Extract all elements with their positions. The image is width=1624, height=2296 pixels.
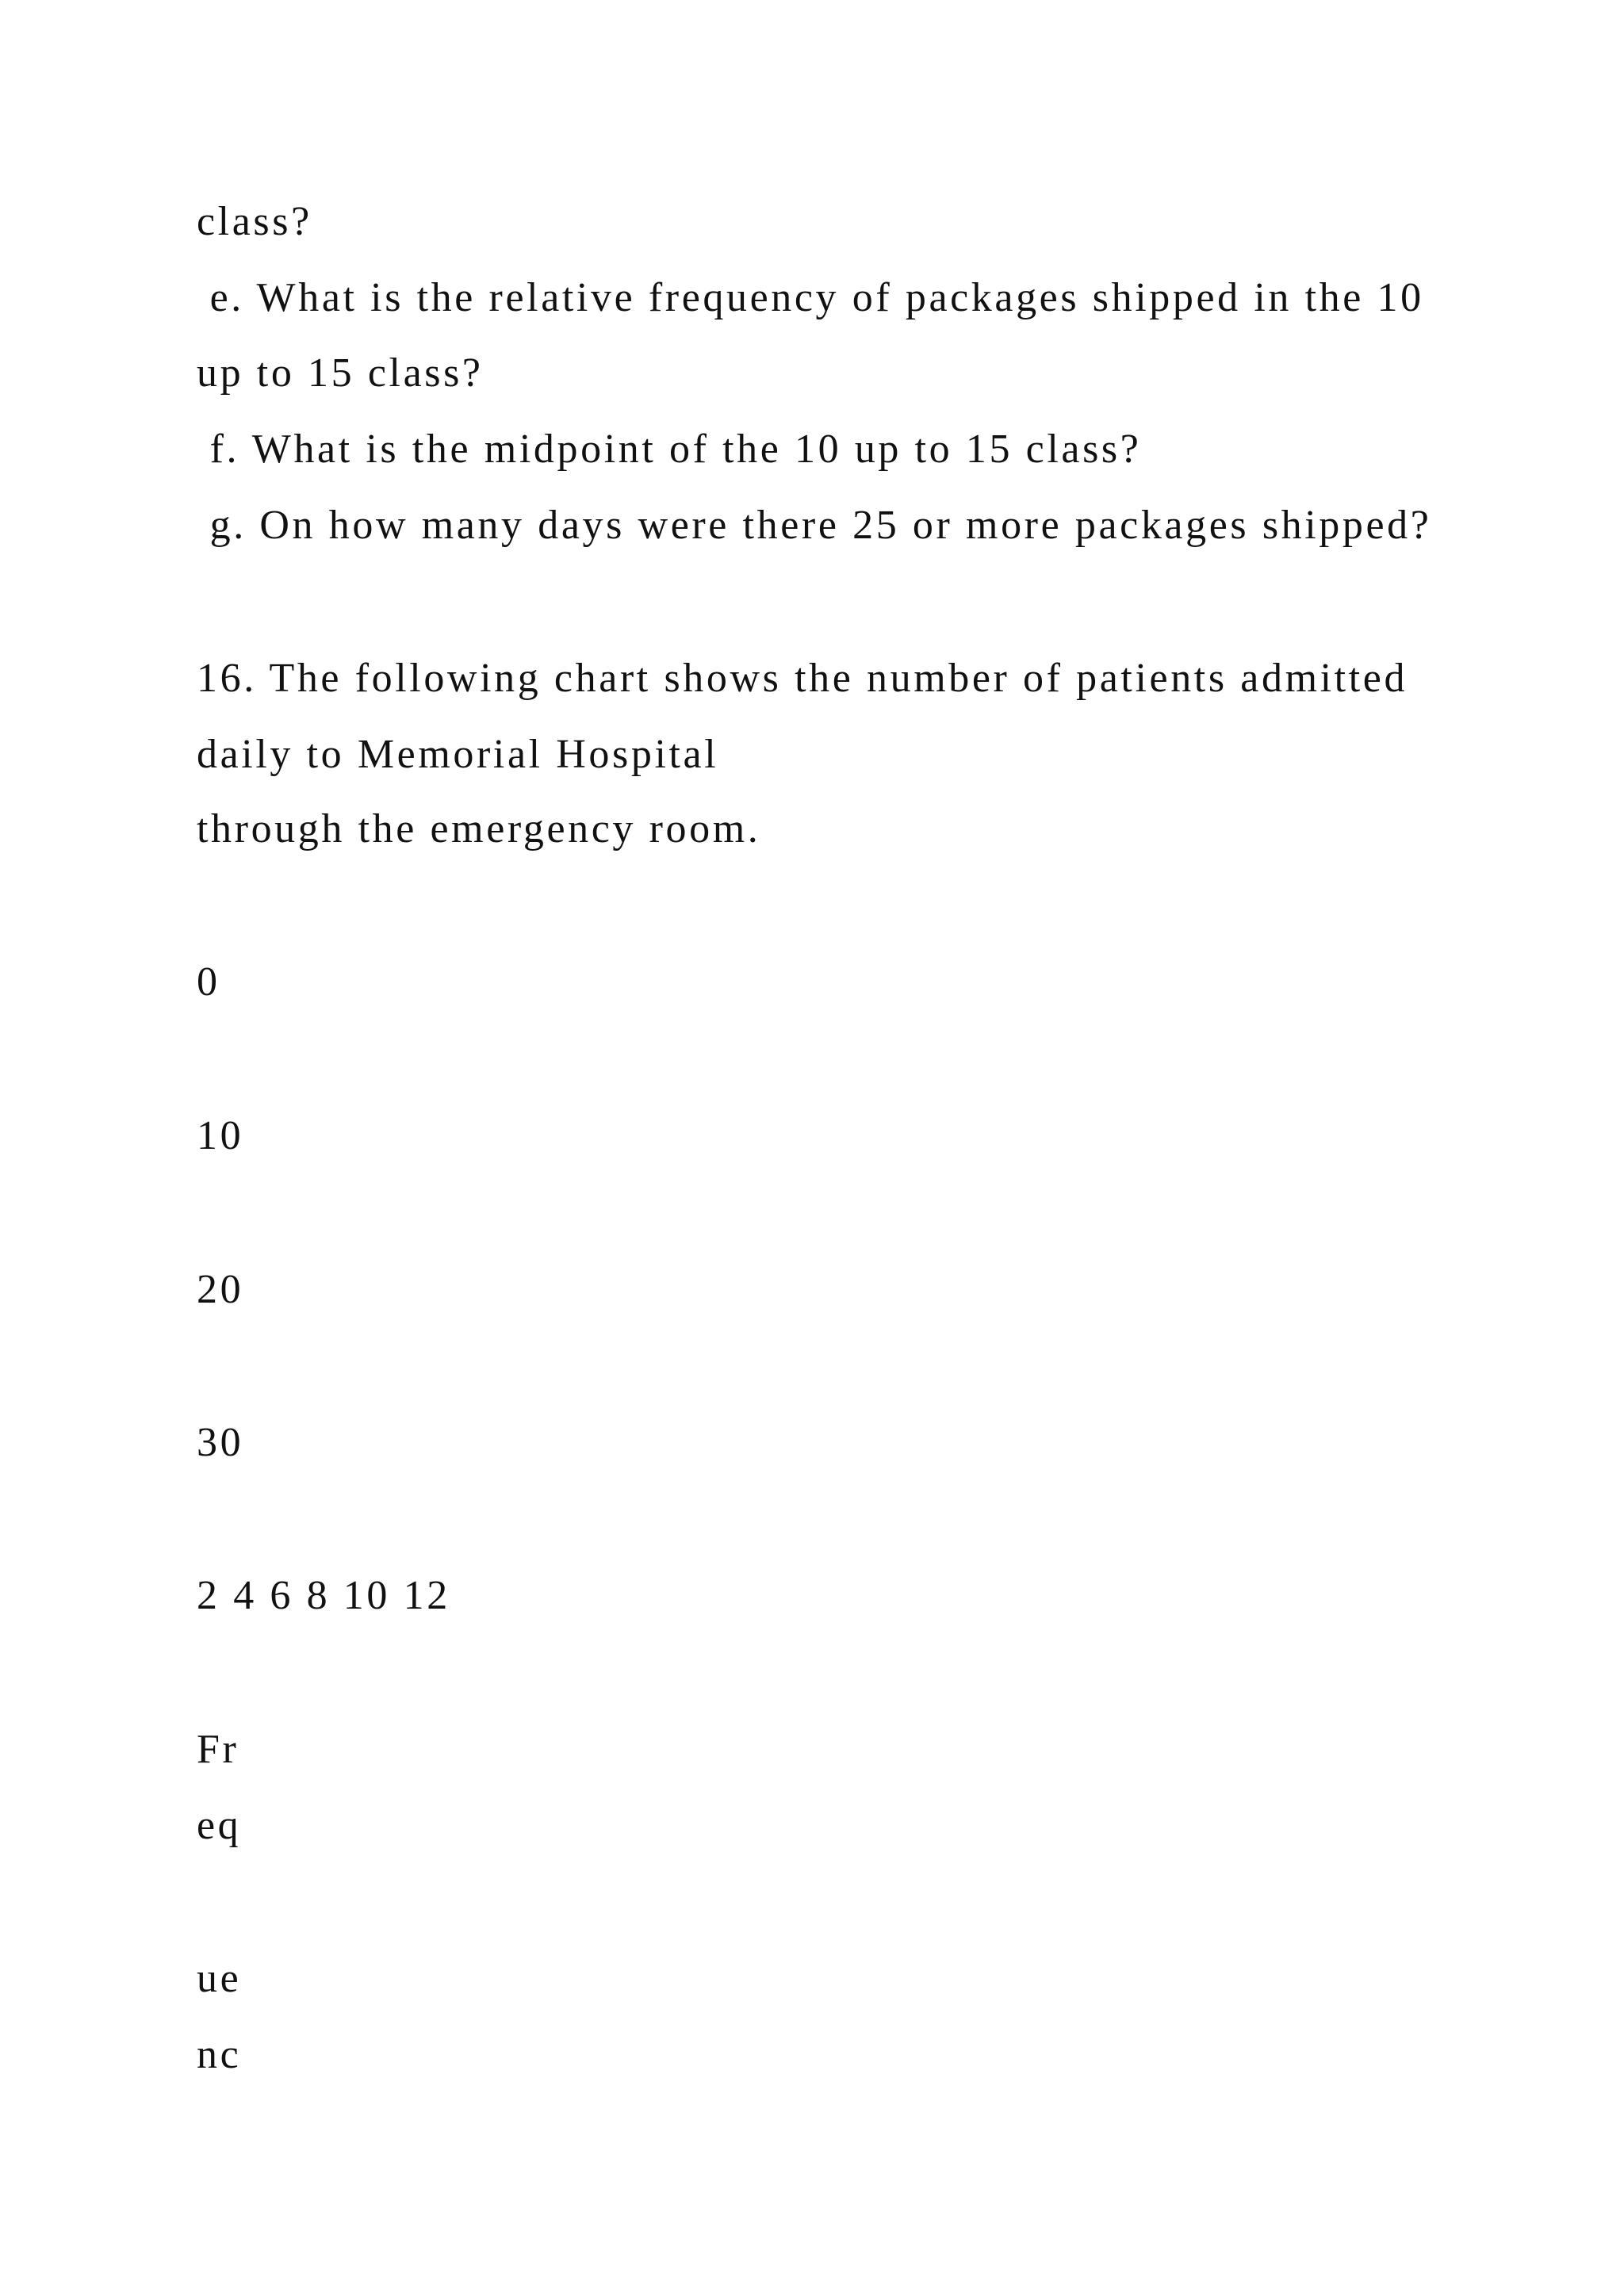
axis-label-fragment-ue: ue xyxy=(197,1956,242,2001)
text-line-class-question: class? xyxy=(197,199,312,244)
question-g: g. On how many days were there 25 or more packages shipped? xyxy=(197,503,1432,548)
problem-16-line-1: 16. The following chart shows the number of patients admitted xyxy=(197,656,1408,701)
question-e-line-2: up to 15 class? xyxy=(197,350,484,396)
axis-label-fragment-nc: nc xyxy=(197,2032,242,2077)
axis-label-fragment-eq: eq xyxy=(197,1803,242,1848)
problem-16-line-2: daily to Memorial Hospital xyxy=(197,732,719,777)
y-tick-20: 20 xyxy=(197,1267,244,1312)
question-f: f. What is the midpoint of the 10 up to 15 class? xyxy=(197,427,1142,472)
problem-16-line-3: through the emergency room. xyxy=(197,806,761,851)
x-tick-labels: 2 4 6 8 10 12 xyxy=(197,1573,450,1618)
y-tick-0: 0 xyxy=(197,959,220,1004)
y-tick-30: 30 xyxy=(197,1420,244,1465)
y-tick-10: 10 xyxy=(197,1113,244,1158)
question-e-line-1: e. What is the relative frequency of packages shipped in the 10 xyxy=(197,275,1424,320)
axis-label-fragment-fr: Fr xyxy=(197,1727,239,1772)
